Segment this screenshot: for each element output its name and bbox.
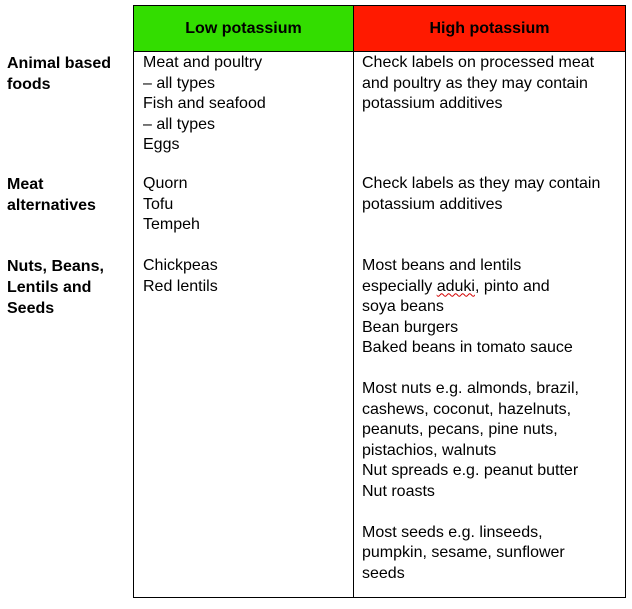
- food-item: Red lentils: [143, 277, 218, 295]
- note-line: potassium additives: [362, 95, 503, 112]
- food-item: soya beans: [362, 298, 444, 315]
- table-border-right: [625, 51, 626, 598]
- row-label-line: Animal based: [7, 55, 112, 72]
- low-cell-animal-foods: [143, 53, 348, 156]
- food-item: pistachios, walnuts: [362, 441, 497, 459]
- food-item: Fish and seafood: [143, 95, 266, 112]
- food-item: Most seeds e.g. linseeds,: [362, 523, 543, 541]
- row-label-line: Seeds: [7, 300, 55, 317]
- note-line: potassium additives: [362, 195, 503, 213]
- high-cell-meat-alternatives: [362, 174, 624, 215]
- high-cell-nuts-beans-seeds: [362, 256, 624, 584]
- food-item: pumpkin, sesame, sunflower: [362, 544, 565, 561]
- table-border-left: [133, 51, 134, 598]
- food-item: – all types: [143, 74, 216, 92]
- high-potassium-header: High potassium: [353, 5, 626, 52]
- food-item-text: , pinto and: [474, 277, 550, 295]
- note-line: Check labels on processed meat: [362, 54, 595, 71]
- row-label-nuts-beans-seeds: [7, 256, 129, 319]
- food-item: Nut roasts: [362, 482, 435, 500]
- note-line: and poultry as they may contain: [362, 74, 588, 92]
- food-item: seeds: [362, 564, 405, 582]
- nuts-group: [362, 379, 624, 502]
- food-item: Meat and poultry: [143, 54, 263, 71]
- row-label-line: foods: [7, 76, 51, 93]
- table-border-middle: [353, 51, 354, 598]
- food-item: Quorn: [143, 175, 188, 192]
- low-cell-meat-alternatives: [143, 174, 348, 236]
- food-item: peanuts, pecans, pine nuts,: [362, 421, 558, 438]
- food-item: Bean burgers: [362, 318, 459, 336]
- food-item: Eggs: [143, 136, 180, 153]
- paragraph-gap: [362, 359, 624, 380]
- food-item: Tofu: [143, 195, 174, 213]
- row-label-line: Nuts, Beans,: [7, 258, 104, 275]
- row-label-line: alternatives: [7, 197, 96, 214]
- food-item: Chickpeas: [143, 257, 218, 274]
- food-item: Most beans and lentils: [362, 257, 522, 274]
- note-line: Check labels as they may contain: [362, 175, 601, 192]
- paragraph-gap: [362, 502, 624, 523]
- seeds-group: [362, 523, 624, 585]
- beans-lentils-group: [362, 256, 624, 359]
- food-item: Nut spreads e.g. peanut butter: [362, 462, 579, 479]
- high-cell-animal-foods: [362, 53, 624, 115]
- low-cell-nuts-beans-seeds: [143, 256, 348, 297]
- table-border-bottom: [133, 597, 626, 598]
- food-item: Most nuts e.g. almonds, brazil,: [362, 380, 579, 397]
- food-item: Tempeh: [143, 216, 200, 233]
- row-label-animal-foods: [7, 53, 129, 95]
- food-item: Baked beans in tomato sauce: [362, 339, 573, 356]
- food-item: [362, 277, 624, 298]
- row-label-line: Lentils and: [7, 279, 92, 296]
- food-item-text: especially: [362, 277, 437, 295]
- food-item: – all types: [143, 115, 216, 133]
- row-label-meat-alternatives: [7, 174, 129, 216]
- low-potassium-header: Low potassium: [133, 5, 354, 52]
- row-label-line: Meat: [7, 176, 44, 193]
- food-item: cashews, coconut, hazelnuts,: [362, 400, 572, 418]
- spellcheck-flagged-word: aduki: [436, 277, 475, 295]
